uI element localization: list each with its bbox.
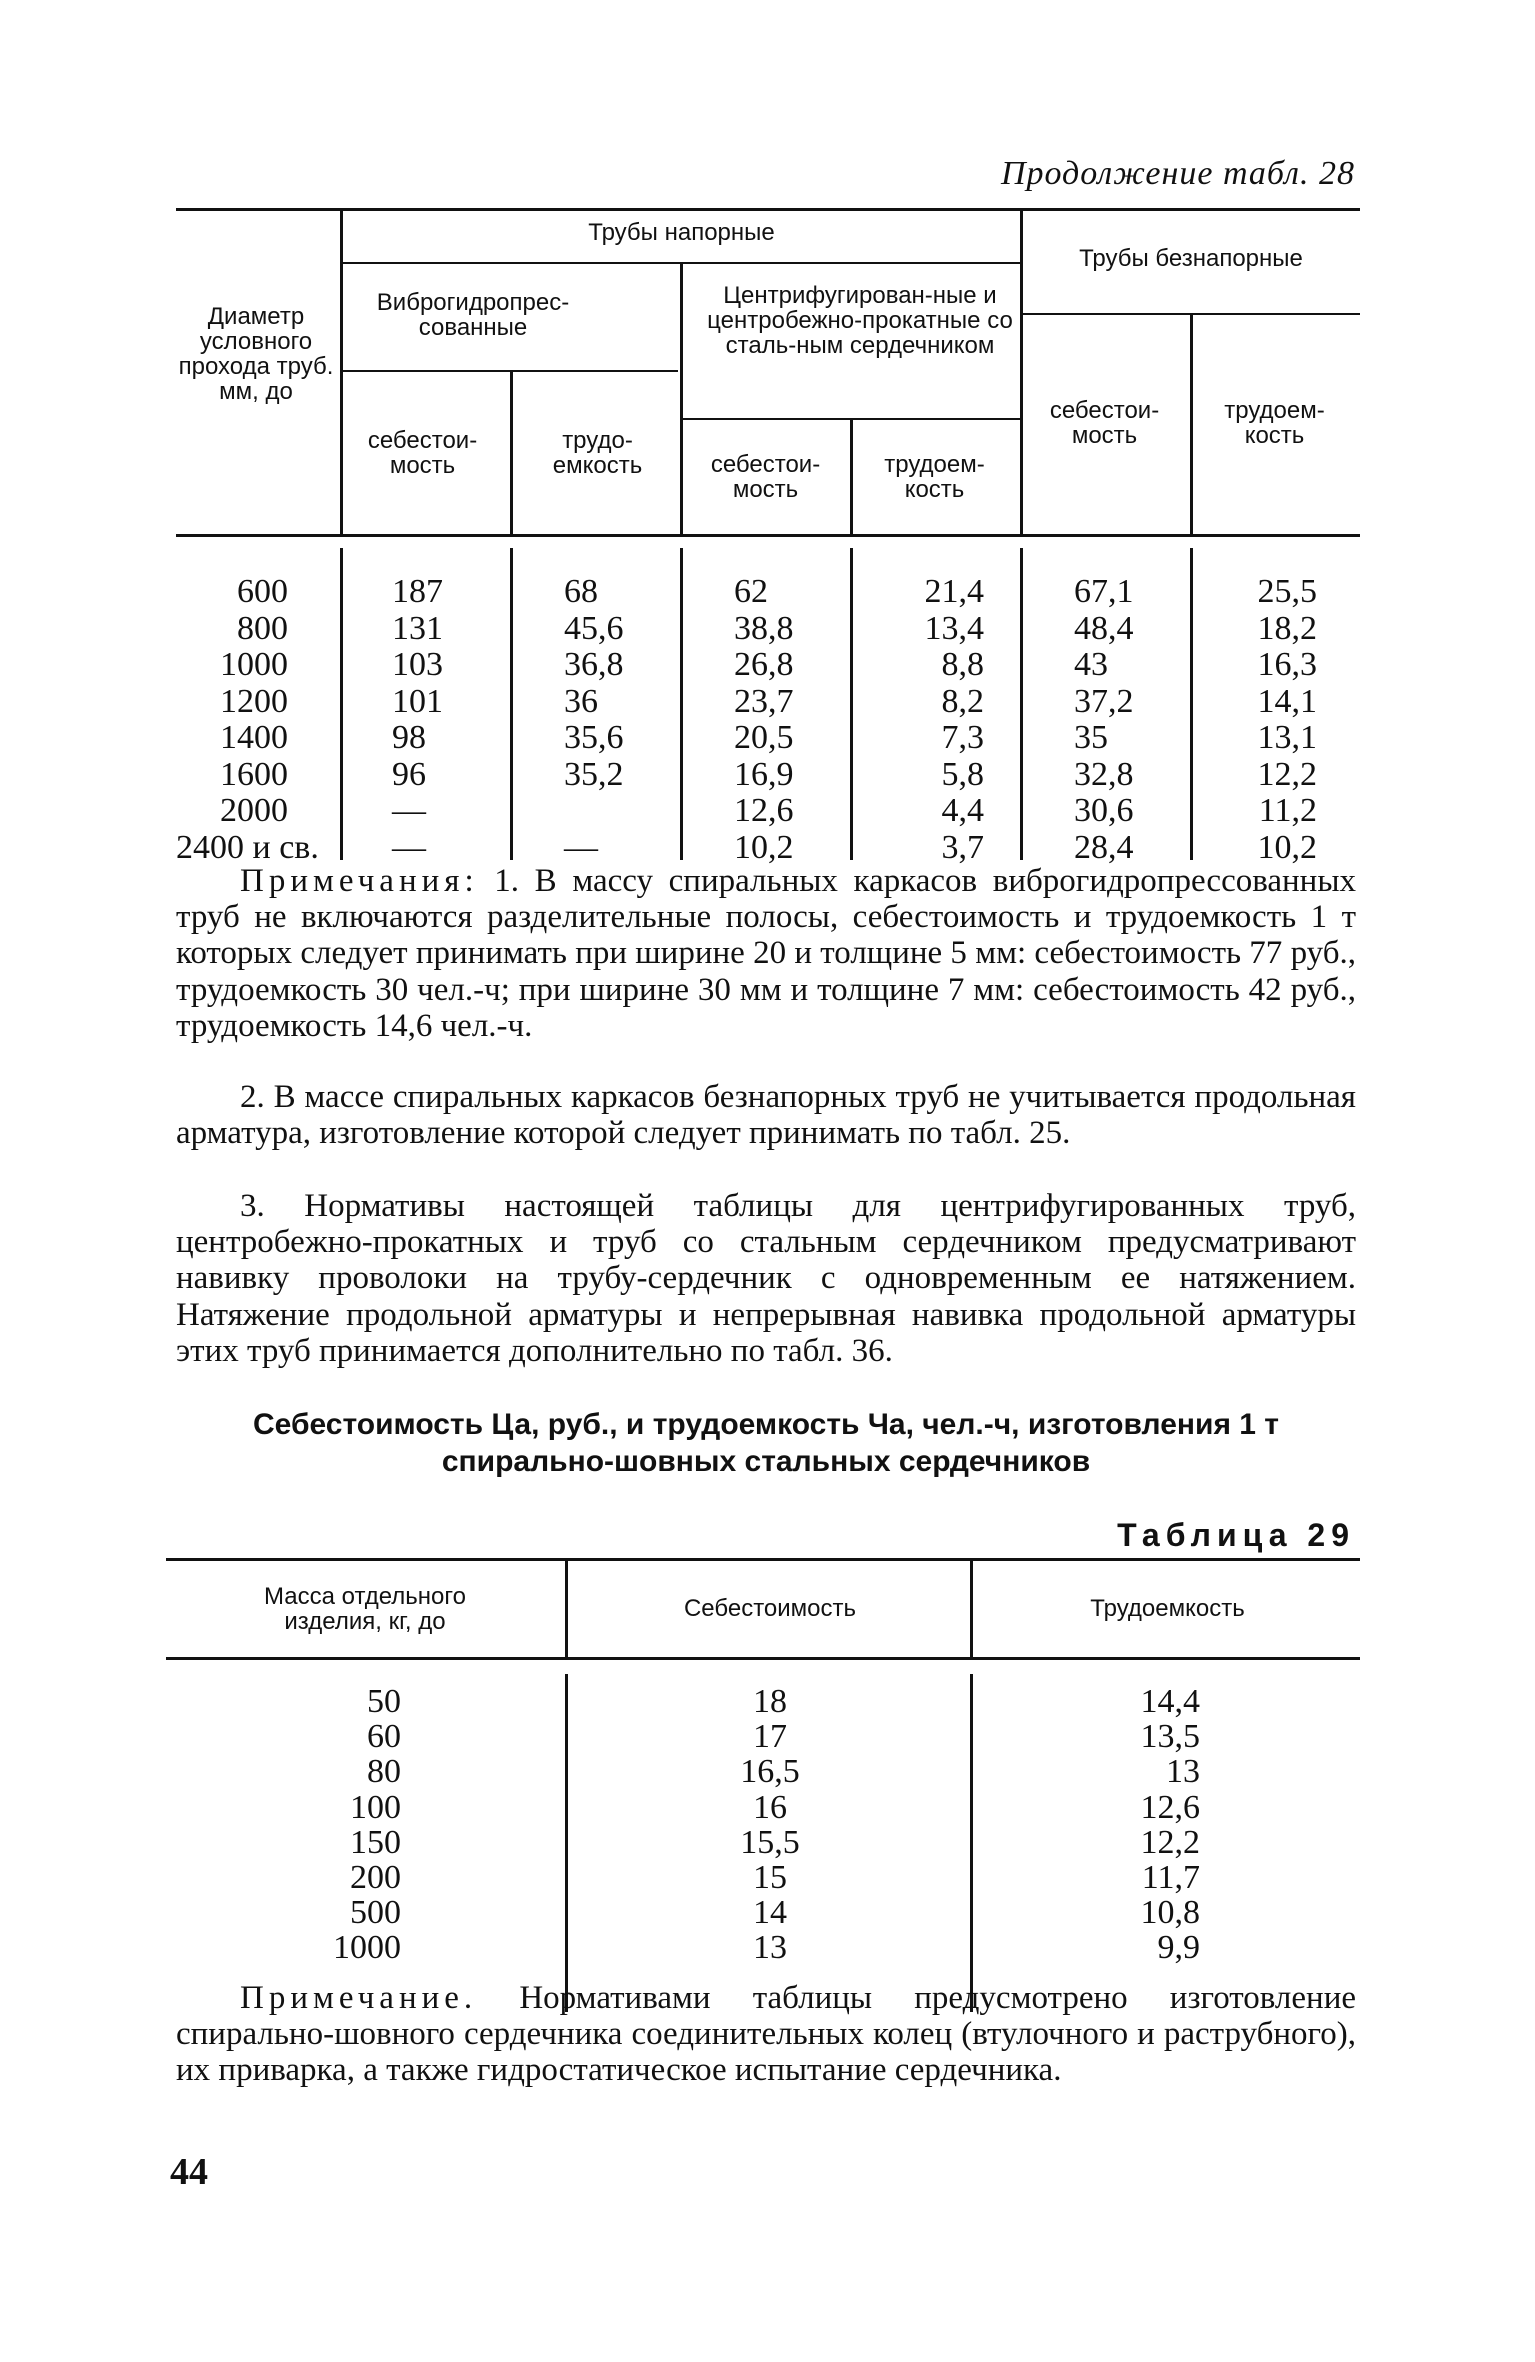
table-cell: 187 [392,573,443,610]
table-cell: 1000 [220,646,288,683]
table-cell: 15 [753,1859,787,1897]
column-divider [850,548,853,860]
notes-28 [176,863,1356,1044]
table-cell: 18 [753,1683,787,1720]
header-mass: Масса отдельного изделия, кг, до [264,1582,466,1635]
table-cell: 600 [237,573,288,610]
note-1: 1. В массу спиральных каркасов виброгидропрессованных труб не включаются разделительные полосы, себестоимость и трудоемкость 1 т которых следует принимать при ширине 20 и толщине 5 мм: себестоимость 77 руб., трудоемкость 30 чел.-ч; при ширине 30 мм и толщине 7 мм: себестоимость 42 руб., трудоемкость 14,6 чел.-ч. [176,863,1357,1044]
header-cost: Себестоимость [683,1595,857,1622]
header-vibro: Виброгидропрес-сованные [376,289,570,341]
table-cell: 100 [350,1788,401,1826]
table-cell: 11,7 [1141,1859,1200,1897]
header-nonpressure-pipes: Трубы безнапорные [1079,245,1303,272]
column-divider [970,1560,973,1657]
table-cell: 10,2 [734,828,794,866]
table-cell: 11,2 [1258,792,1317,829]
header-centrifugal: Центрифугирован-ные и центробежно-прокатные со сталь-ным сердечником [707,282,1013,359]
column-divider [340,548,343,860]
table-cell: 10,2 [1257,828,1317,866]
table-cell: 16,9 [734,755,794,793]
table-cell: 13,1 [1257,719,1317,756]
table-cell: 131 [392,609,443,647]
table-cell: 67,1 [1074,573,1134,610]
column-np-labor [1200,574,1317,866]
column-divider [970,1674,973,2012]
table-cell: 35,2 [564,755,624,793]
column-divider [1020,548,1023,860]
note-29-text: Нормативами таблицы предусмотрено изготовление спирально-шовного сердечника соединительных колец (втулочного и раструбного), их приварка, а также гидростатическое испытание сердечника. [176,1980,1357,2089]
table-cell: 14,1 [1257,682,1317,720]
column-np-cost [1074,574,1184,866]
table-cell: 12,2 [1140,1823,1200,1861]
table-cell: 10,8 [1140,1894,1200,1932]
table-cell: 43 [1074,646,1108,683]
table-cell: 36,8 [564,646,624,683]
table-cell: 200 [350,1859,401,1897]
table-cell: 8,2 [941,682,984,720]
table-cell: 7,3 [941,719,984,756]
table-cell: 1000 [333,1929,401,1967]
table-cell: 13 [753,1929,787,1967]
table-cell: 62 [734,573,768,610]
column-divider [1190,315,1193,535]
table-29-title: Себестоимость Ца, руб., и трудоемкость Ча, чел.-ч, изготовления 1 т спирально-шовных стальных сердечников [253,1408,1279,1478]
table-cell: 26,8 [734,646,794,683]
column-divider [680,548,683,860]
table-top-rule [166,1558,1360,1561]
column-divider [850,420,853,535]
table-cell: 13,4 [924,609,984,647]
column-centr-labor [860,574,984,866]
table-cell: 36 [564,682,598,720]
header-vibro-cost: себестои-мость [367,427,478,479]
table-cell: 18,2 [1257,609,1317,647]
table-cell: 101 [392,682,443,720]
note-2: 2. В массе спиральных каркасов безнапорных труб не учитывается продольная арматура, изготовление которой следует принимать по табл. 25. [176,1079,1356,1152]
column-divider [510,548,513,860]
note-29-label: Примечание. [240,1980,478,2016]
table-cell: 37,2 [1074,682,1134,720]
continuation-title: Продолжение табл. 28 [1000,155,1355,192]
table-cell: 98 [392,719,426,756]
header-diameter: Диаметр условного прохода труб. мм, до [178,303,334,405]
table-cell: 80 [367,1753,401,1791]
column-mass [176,1684,401,1966]
table-29-label: Таблица 29 [1117,1517,1355,1553]
header-bottom-rule [166,1657,1360,1660]
column-diameter [176,573,319,866]
table-cell: 5,8 [941,755,984,793]
header-centr-cost: себестои-мость [710,451,821,503]
table-cell: 50 [367,1683,401,1720]
column-divider [510,372,513,535]
header-np-labor: трудоем-кость [1224,397,1325,449]
table-cell: 12,6 [1140,1788,1200,1826]
header-bottom-rule [176,534,1360,537]
table-cell: — [392,792,426,829]
table-cell: 2400 и св. [176,828,319,866]
table-cell: 103 [392,646,443,683]
table-cell: 1600 [220,755,288,793]
table-cell: 800 [237,609,288,647]
column-divider [340,210,343,535]
table-cell: 23,7 [734,682,794,720]
table-cell: 28,4 [1074,828,1134,866]
table-cell: 1400 [220,719,288,756]
table-cell: — [392,828,426,866]
table-cell: 96 [392,755,426,793]
table-cell: 30,6 [1074,792,1134,829]
table-cell: 3,7 [941,828,984,866]
table-cell: 16,3 [1257,646,1317,683]
table-cell: 150 [350,1823,401,1861]
table-cell: 4,4 [941,792,984,829]
table-cell: 38,8 [734,609,794,647]
table-cell: 21,4 [924,573,984,610]
table-cell: 2000 [220,792,288,829]
note-2-paragraph [176,1079,1356,1151]
table-cell: 12,2 [1257,755,1317,793]
table-cell: — [564,828,598,866]
notes-label: Примечания: [240,863,479,899]
note-3-paragraph [176,1188,1356,1369]
table-cell: 68 [564,573,598,610]
column-centr-cost [734,574,844,866]
table-cell: 35,6 [564,719,624,756]
table-cell: 8,8 [941,646,984,683]
column-cost [700,1684,840,1966]
header-np-cost: себестои-мость [1049,397,1160,449]
column-labor [1075,1684,1200,1966]
table-cell: 500 [350,1894,401,1932]
table-cell: 60 [367,1718,401,1756]
header-pressure-pipes: Трубы напорные [588,219,775,246]
table-cell: 20,5 [734,719,794,756]
table-cell: 32,8 [1074,755,1134,793]
table-cell: 48,4 [1074,609,1134,647]
table-cell: 14 [753,1894,787,1932]
header-labor: Трудоемкость [1090,1595,1245,1622]
note-29 [176,1980,1356,2089]
table-cell: 12,6 [734,792,794,829]
table-cell: 25,5 [1257,573,1317,610]
column-divider [1190,548,1193,860]
table-cell [564,793,674,830]
table-cell: 9,9 [1157,1929,1200,1967]
column-divider [565,1560,568,1657]
table-cell: 14,4 [1140,1683,1200,1720]
table-cell: 16 [753,1788,787,1826]
header-vibro-labor: трудо-емкость [552,427,643,479]
table-cell: 1200 [220,682,288,720]
table-cell: 45,6 [564,609,624,647]
page-number: 44 [170,2151,208,2193]
header-centr-labor: трудоем-кость [884,451,985,503]
table-cell: 16,5 [740,1753,800,1791]
table-cell: 17 [753,1718,787,1756]
column-divider [680,264,683,535]
note-3: 3. Нормативы настоящей таблицы для центрифугированных труб, центробежно-прокатных и труб со стальным сердечником предусматривают навивку проволоки на трубу-сердечник с одновременным ее натяжением. Натяжение продольной арматуры и непрерывная навивка продольной арматуры этих труб принимается дополнительно по табл. 36. [176,1188,1356,1369]
table-cell: 13 [1166,1753,1200,1791]
column-vibro-labor [564,574,674,866]
table-cell: 13,5 [1140,1718,1200,1756]
column-divider [565,1674,568,2012]
table-top-rule [176,208,1360,211]
table-cell: 35 [1074,719,1108,756]
column-vibro-cost [392,574,502,866]
table-cell: 15,5 [740,1823,800,1861]
